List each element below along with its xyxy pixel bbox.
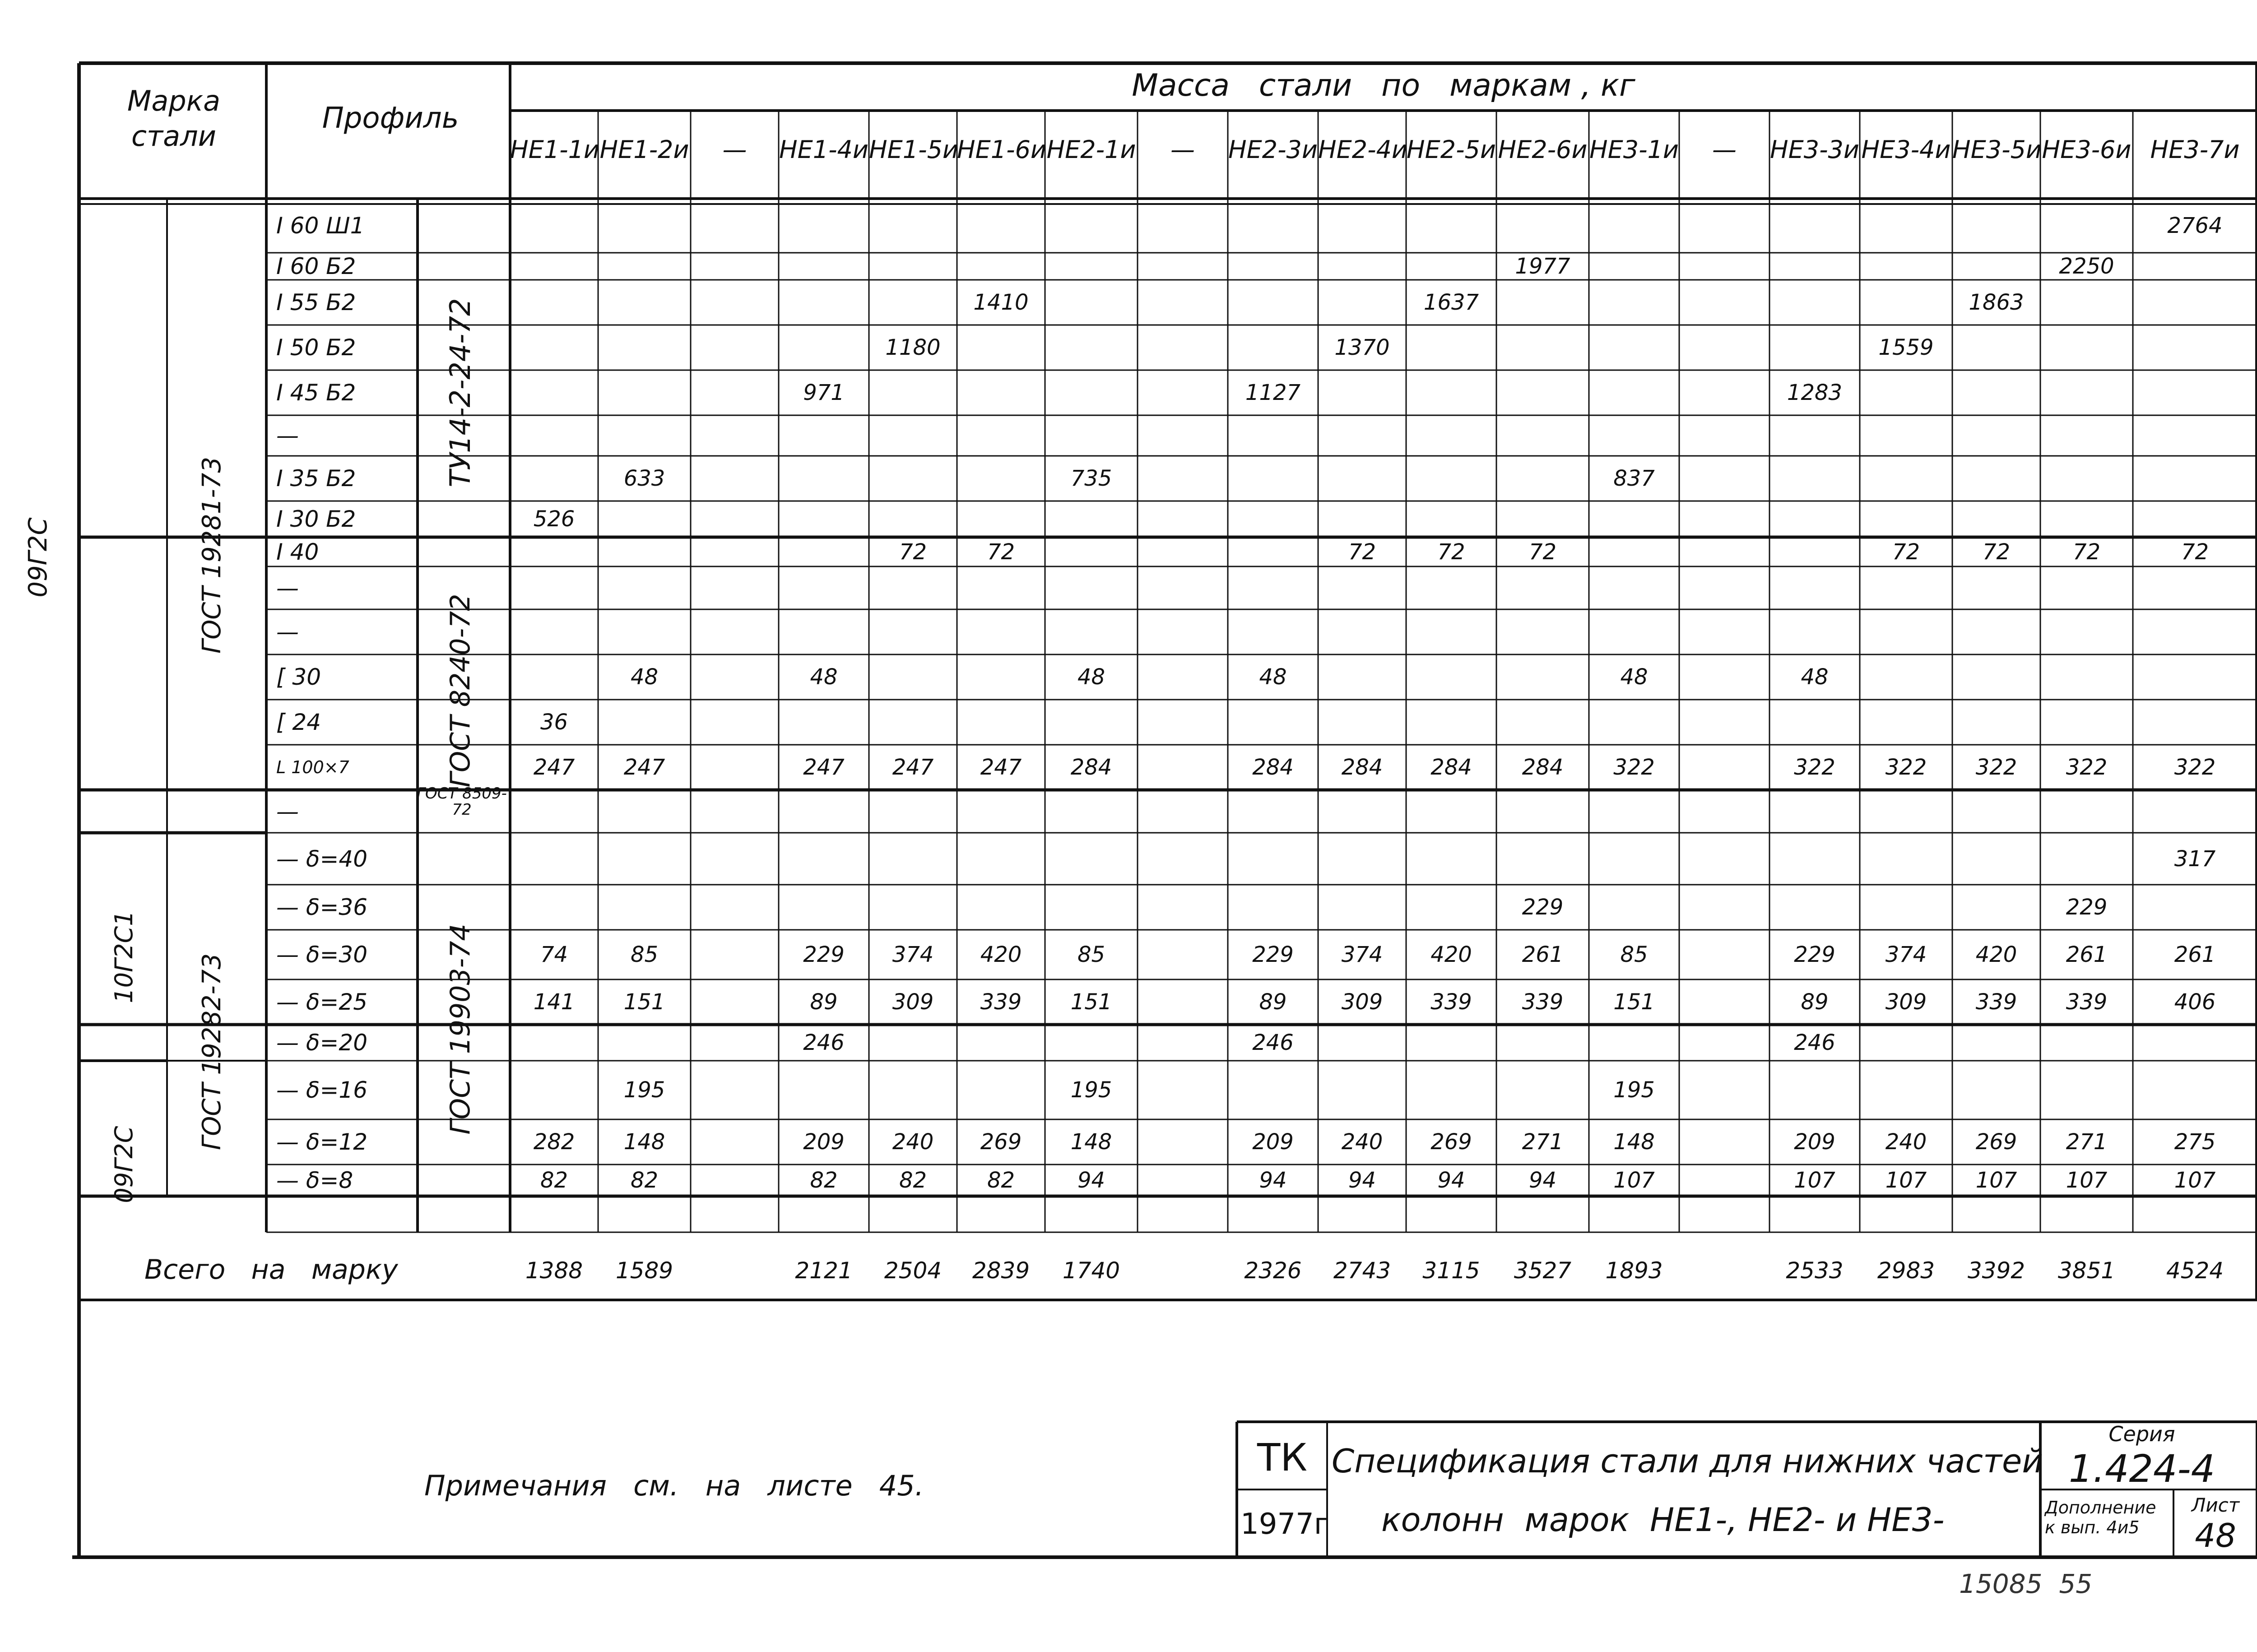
profile-label: — δ=40 xyxy=(276,845,368,872)
table-cell: 72 xyxy=(899,539,927,565)
table-cell: 72 xyxy=(1348,539,1376,565)
column-header: НЕ2-1и xyxy=(1046,135,1136,164)
table-cell: 284 xyxy=(1341,755,1383,780)
list-number: 48 xyxy=(2195,1517,2236,1555)
profile-label: — δ=20 xyxy=(276,1030,368,1056)
seria-label: Серия xyxy=(2108,1422,2175,1446)
table-cell: 282 xyxy=(533,1129,575,1155)
table-cell: 837 xyxy=(1613,466,1655,491)
total-cell: 1893 xyxy=(1605,1258,1663,1284)
profile-label: I 30 Б2 xyxy=(276,506,356,532)
total-label: Всего на марку xyxy=(144,1254,398,1285)
table-cell: 1863 xyxy=(1969,290,2024,315)
total-cell: 2839 xyxy=(972,1258,1030,1284)
table-cell: 1410 xyxy=(973,290,1029,315)
table-cell: 151 xyxy=(1613,989,1655,1015)
table-cell: 229 xyxy=(2066,895,2108,920)
table-cell: 1283 xyxy=(1787,380,1843,405)
column-header: НЕ3-5и xyxy=(1952,135,2042,164)
column-header: НЕ3-3и xyxy=(1769,135,1860,164)
profile-label: I 40 xyxy=(276,538,319,565)
total-cell: 2121 xyxy=(795,1258,853,1284)
profile-label: — δ=30 xyxy=(276,942,368,968)
gost-19281-label: ГОСТ 19281-73 xyxy=(197,457,227,654)
total-cell: 3527 xyxy=(1514,1258,1572,1284)
table-cell: 1977 xyxy=(1515,254,1570,279)
table-cell: 240 xyxy=(1341,1129,1383,1155)
table-cell: 48 xyxy=(1801,664,1829,690)
column-header: НЕ3-7и xyxy=(2150,135,2240,164)
table-cell: 82 xyxy=(987,1168,1015,1193)
tu-14-label: ТУ14-2-24-72 xyxy=(444,298,477,487)
table-cell: 322 xyxy=(1885,755,1927,780)
table-cell: 85 xyxy=(630,942,659,967)
title-line-1: Спецификация стали для нижних частей xyxy=(1332,1442,2043,1480)
note-text: Примечания см. на листе 45. xyxy=(424,1469,924,1502)
gost-19903-label: ГОСТ 19903-74 xyxy=(445,923,476,1135)
table-cell: 229 xyxy=(1522,895,1564,920)
table-cell: 82 xyxy=(540,1168,568,1193)
title-line-2: колонн марок НЕ1-, НЕ2- и НЕ3- xyxy=(1381,1501,1945,1539)
table-cell: 151 xyxy=(623,989,665,1015)
table-cell: 82 xyxy=(899,1168,927,1193)
gost-8240-label: ГОСТ 8240-72 xyxy=(445,594,476,788)
column-header: НЕ1-4и xyxy=(779,135,869,164)
table-cell: 85 xyxy=(1620,942,1648,967)
table-cell: 107 xyxy=(1794,1168,1835,1193)
table-cell: 1180 xyxy=(885,335,941,360)
column-header: НЕ1-1и xyxy=(510,135,600,164)
profile-label: — xyxy=(276,575,299,601)
profile-label: — δ=25 xyxy=(276,989,368,1015)
total-cell: 2504 xyxy=(884,1258,942,1284)
profile-label: I 60 Б2 xyxy=(276,253,356,279)
table-cell: 229 xyxy=(803,942,845,967)
column-header: НЕ3-1и xyxy=(1589,135,1679,164)
table-cell: 195 xyxy=(623,1077,665,1103)
table-cell: 94 xyxy=(1259,1168,1287,1193)
table-cell: 339 xyxy=(1430,989,1472,1015)
table-cell: 735 xyxy=(1070,466,1112,491)
table-cell: 85 xyxy=(1077,942,1105,967)
gost-19282-label: ГОСТ 19282-73 xyxy=(197,953,227,1150)
total-cell: 2983 xyxy=(1877,1258,1935,1284)
table-cell: 2250 xyxy=(2059,254,2114,279)
column-header: НЕ2-6и xyxy=(1498,135,1588,164)
table-cell: 309 xyxy=(892,989,934,1015)
table-cell: 72 xyxy=(2072,539,2101,565)
table-cell: 148 xyxy=(623,1129,665,1155)
table-cell: 284 xyxy=(1252,755,1294,780)
table-cell: 240 xyxy=(892,1129,934,1155)
table-cell: 309 xyxy=(1341,989,1383,1015)
table-cell: 89 xyxy=(1259,989,1287,1015)
total-cell: 1388 xyxy=(525,1258,583,1284)
table-cell: 72 xyxy=(1528,539,1557,565)
total-cell: 1589 xyxy=(615,1258,673,1284)
table-cell: 322 xyxy=(1613,755,1655,780)
table-cell: 151 xyxy=(1070,989,1112,1015)
table-cell: 94 xyxy=(1348,1168,1376,1193)
table-cell: 322 xyxy=(1975,755,2017,780)
header-massa: Масса стали по маркам , кг xyxy=(1132,68,1635,103)
table-cell: 247 xyxy=(892,755,934,780)
profile-label: — xyxy=(276,422,299,449)
table-cell: 322 xyxy=(2066,755,2108,780)
table-cell: 72 xyxy=(1892,539,1920,565)
table-cell: 72 xyxy=(987,539,1015,565)
table-cell: 246 xyxy=(1252,1030,1294,1055)
table-cell: 48 xyxy=(1259,664,1287,690)
total-cell: 3115 xyxy=(1422,1258,1480,1284)
profile-label: [ 30 xyxy=(276,664,321,690)
profile-label: I 35 Б2 xyxy=(276,465,356,492)
table-cell: 48 xyxy=(1620,664,1648,690)
table-cell: 420 xyxy=(980,942,1022,967)
profile-label: I 45 Б2 xyxy=(276,380,356,406)
total-cell: 1740 xyxy=(1062,1258,1120,1284)
profile-label: — δ=36 xyxy=(276,894,368,920)
column-header: НЕ1-2и xyxy=(599,135,689,164)
table-cell: 317 xyxy=(2174,846,2216,872)
profile-label: I 55 Б2 xyxy=(276,289,356,316)
tk-label: ТК xyxy=(1257,1435,1307,1480)
table-cell: 107 xyxy=(1975,1168,2017,1193)
profile-label: — xyxy=(276,619,299,645)
profile-label: — δ=16 xyxy=(276,1077,368,1103)
table-cell: 339 xyxy=(1975,989,2017,1015)
table-cell: 107 xyxy=(1885,1168,1927,1193)
gost-8509-label xyxy=(414,785,509,818)
header-profil: Профиль xyxy=(322,102,459,135)
total-cell: 4524 xyxy=(2166,1258,2224,1284)
profile-label: [ 24 xyxy=(276,709,321,735)
table-cell: 209 xyxy=(1794,1129,1835,1155)
table-cell: 339 xyxy=(2066,989,2108,1015)
column-header: — xyxy=(722,135,747,164)
column-header: НЕ3-6и xyxy=(2042,135,2132,164)
column-header: НЕ3-4и xyxy=(1861,135,1951,164)
table-cell: 107 xyxy=(2174,1168,2216,1193)
table-cell: 48 xyxy=(810,664,838,690)
table-cell: 275 xyxy=(2174,1129,2216,1155)
table-cell: 107 xyxy=(2066,1168,2108,1193)
table-cell: 72 xyxy=(2181,539,2209,565)
table-cell: 339 xyxy=(1522,989,1564,1015)
table-cell: 271 xyxy=(2066,1129,2108,1155)
table-cell: 246 xyxy=(1794,1030,1835,1055)
column-header: НЕ2-5и xyxy=(1406,135,1496,164)
table-cell: 374 xyxy=(892,942,934,967)
table-cell: 246 xyxy=(803,1030,845,1055)
table-cell: 247 xyxy=(623,755,665,780)
table-cell: 107 xyxy=(1613,1168,1655,1193)
table-cell: 2764 xyxy=(2167,213,2223,238)
table-cell: 36 xyxy=(540,710,568,735)
table-cell: 261 xyxy=(2066,942,2108,967)
table-cell: 284 xyxy=(1430,755,1472,780)
table-cell: 209 xyxy=(803,1129,845,1155)
table-cell: 269 xyxy=(1975,1129,2017,1155)
table-cell: 48 xyxy=(1077,664,1105,690)
steel-grade-10g2s1: 10Г2С1 xyxy=(110,910,138,1003)
column-header: НЕ1-5и xyxy=(869,135,959,164)
table-cell: 94 xyxy=(1528,1168,1557,1193)
list-label: Лист xyxy=(2191,1494,2240,1516)
table-cell: 526 xyxy=(533,506,575,532)
total-cell: 2743 xyxy=(1333,1258,1391,1284)
archive-stamp: 15085 55 xyxy=(1959,1568,2093,1599)
table-cell: 240 xyxy=(1885,1129,1927,1155)
table-cell: 420 xyxy=(1975,942,2017,967)
column-header: НЕ2-4и xyxy=(1318,135,1408,164)
table-cell: 209 xyxy=(1252,1129,1294,1155)
table-cell: 339 xyxy=(980,989,1022,1015)
table-cell: 271 xyxy=(1522,1129,1564,1155)
table-cell: 74 xyxy=(540,942,568,967)
steel-grade-09g2s-bottom: 09Г2С xyxy=(110,1126,138,1203)
column-header: — xyxy=(1712,135,1737,164)
table-cell: 148 xyxy=(1613,1129,1655,1155)
table-cell: 309 xyxy=(1885,989,1927,1015)
total-cell: 2533 xyxy=(1786,1258,1844,1284)
total-cell: 2326 xyxy=(1244,1258,1302,1284)
table-cell: 1559 xyxy=(1878,335,1934,360)
profile-label: I 50 Б2 xyxy=(276,334,356,361)
profile-label: — xyxy=(276,798,299,825)
table-cell: 284 xyxy=(1522,755,1564,780)
table-cell: 195 xyxy=(1070,1077,1112,1103)
total-cell: 3851 xyxy=(2057,1258,2116,1284)
table-cell: 247 xyxy=(803,755,845,780)
table-cell: 1127 xyxy=(1245,380,1301,405)
table-cell: 195 xyxy=(1613,1077,1655,1103)
profile-label: I 60 Ш1 xyxy=(276,213,365,239)
table-cell: 269 xyxy=(1430,1129,1472,1155)
table-cell: 72 xyxy=(1437,539,1465,565)
profile-label: — δ=12 xyxy=(276,1129,368,1155)
steel-grade-09g2s-top: 09Г2С xyxy=(23,517,53,598)
table-cell: 374 xyxy=(1341,942,1383,967)
table-cell: 1637 xyxy=(1423,290,1479,315)
table-cell: 322 xyxy=(2174,755,2216,780)
table-cell: 633 xyxy=(623,466,665,491)
profile-label: L 100×7 xyxy=(276,757,349,777)
table-cell: 48 xyxy=(630,664,659,690)
table-cell: 148 xyxy=(1070,1129,1112,1155)
table-cell: 94 xyxy=(1437,1168,1465,1193)
table-cell: 322 xyxy=(1794,755,1835,780)
column-header: НЕ2-3и xyxy=(1228,135,1318,164)
profile-label: — δ=8 xyxy=(276,1167,353,1193)
seria-number: 1.424-4 xyxy=(2068,1447,2215,1491)
column-header: НЕ1-6и xyxy=(957,135,1047,164)
table-cell: 247 xyxy=(533,755,575,780)
table-cell: 72 xyxy=(1982,539,2011,565)
table-cell: 1370 xyxy=(1334,335,1390,360)
table-cell: 971 xyxy=(803,380,845,405)
table-cell: 261 xyxy=(1522,942,1564,967)
gost-8509-text: ГОСТ 8509-72 xyxy=(417,784,507,819)
table-cell: 247 xyxy=(980,755,1022,780)
table-cell: 374 xyxy=(1885,942,1927,967)
table-cell: 261 xyxy=(2174,942,2216,967)
dopolnenie-label: Дополнение к вып. 4и5 xyxy=(2045,1498,2156,1537)
year-label: 1977г xyxy=(1240,1508,1329,1541)
table-cell: 89 xyxy=(1801,989,1829,1015)
table-cell: 141 xyxy=(533,989,575,1015)
table-cell: 229 xyxy=(1252,942,1294,967)
table-cell: 82 xyxy=(810,1168,838,1193)
column-header: — xyxy=(1170,135,1195,164)
header-marka-stali: Марка стали xyxy=(127,84,221,153)
table-cell: 229 xyxy=(1794,942,1835,967)
table-cell: 284 xyxy=(1070,755,1112,780)
table-cell: 269 xyxy=(980,1129,1022,1155)
table-cell: 94 xyxy=(1077,1168,1105,1193)
table-cell: 420 xyxy=(1430,942,1472,967)
table-cell: 406 xyxy=(2174,989,2216,1015)
table-cell: 89 xyxy=(810,989,838,1015)
total-cell: 3392 xyxy=(1967,1258,2025,1284)
table-cell: 82 xyxy=(630,1168,659,1193)
